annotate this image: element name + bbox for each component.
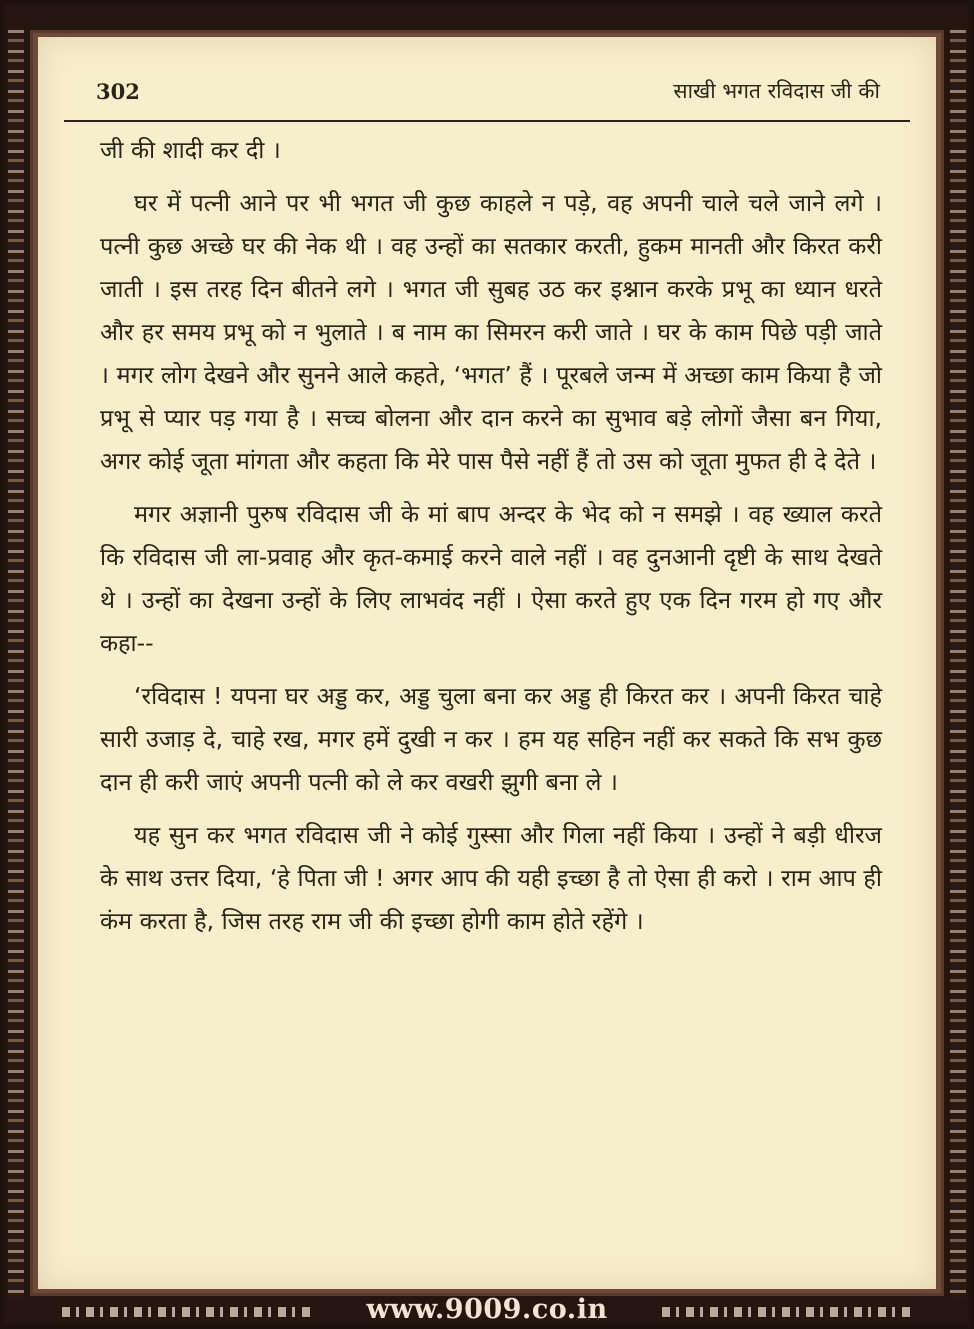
page-header (96, 77, 880, 109)
scanned-page (38, 37, 936, 1289)
paragraph-2: घर में पत्नी आने पर भी भगत जी कुछ काहले न पड़े, वह अपनी चाले चले जाने लगे । पत्नी कुछ अच्छे घर की नेक थी । वह उन्हों का सतकार करती, हुकम मानती और किरत करी जाती । इस तरह दिन बीतने लगे । भगत जी सुबह उठ कर इश्नान करके प्रभू का ध्यान धरते और हर समय प्रभू को न भुलाते । ब नाम का सिमरन करी जाते । घर के काम पिछे पड़ी जाते । मगर लोग देखने और सुनने आले कहते, ‘भगत’ हैं । पूरबले जन्म में अच्छा काम किया है जो प्रभू से प्यार पड़ गया है । सच्च बोलना और दान करने का सुभाव बड़े लोगों जैसा बन गिया, अगर कोई जूता मांगता और कहता कि मेरे पास पैसे नहीं हैं तो उस को जूता मुफत ही दे देते । (100, 189, 882, 475)
right-border-ornament (950, 30, 966, 1299)
paragraph-5: यह सुन कर भगत रविदास जी ने कोई गुस्सा और गिला नहीं किया । उन्हों ने बड़ी धीरज के साथ उत्तर दिया, ‘हे पिता जी ! अगर आप की यही इच्छा है तो ऐसा ही करो । राम आप ही कंम करता है, जिस तरह राम जी की इच्छा होगी काम होते रहेंगे । (100, 821, 882, 935)
left-border-ornament (8, 30, 24, 1299)
paragraph-4: ‘रविदास ! यपना घर अड्ड कर, अड्ड चुला बना कर अड्ड ही किरत कर । अपनी किरत चाहे सारी उजाड़ दे, चाहे रख, मगर हमें दुखी न कर । हम यह सहिन नहीं कर सकते कि सभ कुछ दान ही करी जाएं अपनी पत्नी को ले कर वखरी झुगी बना ले । (100, 682, 882, 796)
paragraph-3: मगर अज्ञानी पुरुष रविदास जी के मां बाप अन्दर के भेद को न समझे । वह ख्याल करते कि रविदास जी ला-प्रवाह और कृत-कमाई करने वाले नहीं । वह दुनआनी दृष्टी के साथ देखते थे । उन्हों का देखना उन्हों के लिए लाभवंद नहीं । ऐसा करते हुए एक दिन गरम हो गए और कहा-- (100, 500, 882, 657)
header-divider (64, 120, 910, 122)
running-title: साखी भगत रविदास जी की (673, 79, 880, 103)
body-text (100, 129, 882, 943)
paragraph-1: जी की शादी कर दी । (100, 136, 281, 164)
footer-website-url: www.9009.co.in (366, 1294, 608, 1325)
page-number: 302 (96, 79, 140, 104)
